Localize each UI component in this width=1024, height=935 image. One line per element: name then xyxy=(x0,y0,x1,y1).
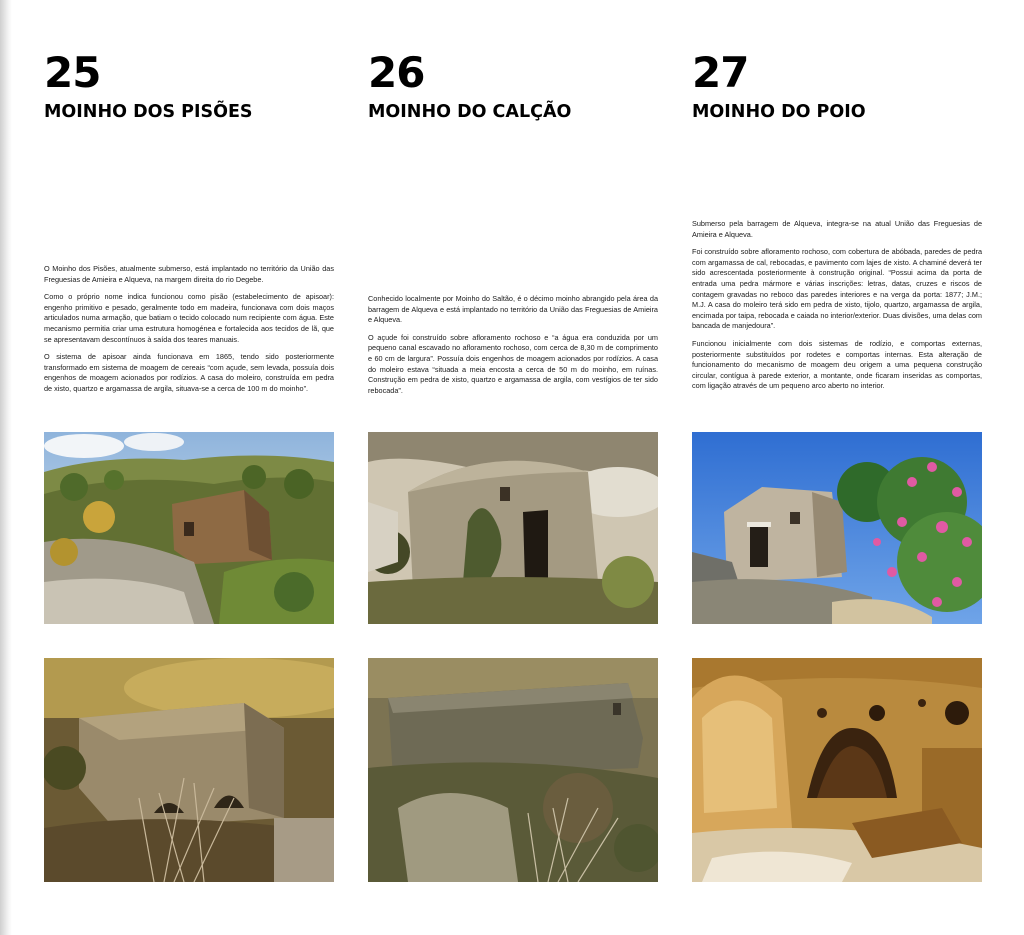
paragraph: O Moinho dos Pisões, atualmente submerso, está implantado no território da União das Freguesias de Amieira e Alqueva, na margem direita do rio Degebe. xyxy=(44,264,334,284)
mill-description xyxy=(44,264,334,402)
mill-vaulted-interior-photo xyxy=(692,658,982,882)
paragraph: Conhecido localmente por Moinho do Saltão, é o décimo moinho abrangido pela área da barragem de Alqueva e está implantado no território da União das Freguesias de Amieira e Alqueva. xyxy=(368,294,658,325)
page-spine-shadow xyxy=(0,0,12,935)
mill-overgrown-ruin-photo xyxy=(368,658,658,882)
mill-description xyxy=(692,219,982,399)
mill-whitewashed-ruin-oleander-photo xyxy=(692,432,982,624)
mill-number: 25 xyxy=(44,48,101,97)
paragraph: O sistema de apisoar ainda funcionava em 1865, tendo sido posteriormente transformado em sistema de moagem de cereais “com açude, sem levada, possuía dois engenhos de moagem acionados por rodízios. A casa do moleiro, construída em pedra de xisto, quartzo e argamassa de argila, situava-se a cerca de 100 m do moinho”. xyxy=(44,352,334,393)
mill-title: MOINHO DOS PISÕES xyxy=(44,102,253,122)
mill-number: 26 xyxy=(368,48,425,97)
mill-section-25 xyxy=(44,0,336,935)
paragraph: O açude foi construído sobre afloramento rochoso e “a água era conduzida por um pequeno canal escavado no afloramento rochoso, com cerca de 8,30 m de comprimento e 60 cm de largura”. Possuía dois engenhos de moagem acionados por rodízios. A casa do moleiro estava “situada a meia encosta a cerca de 50 m do moinho, em ruínas. Construção em pedra de xisto, quartzo e argamassa de argila, com vestígios de ter sido rebocada”. xyxy=(368,332,658,395)
mill-title: MOINHO DO POIO xyxy=(692,102,866,122)
paragraph: Submerso pela barragem de Alqueva, integra-se na atual União das Freguesias de Amieira e Alqueva. xyxy=(692,219,982,239)
paragraph: Foi construído sobre afloramento rochoso, com cobertura de abóbada, paredes de pedra com argamassa de cal, rebocadas, e pavimento com lajes de xisto. A chaminé deverá ter sido acrescentada posteriormente à construção original. “Possui acima da porta de entrada uma pedra mármore e várias inscrições: letras, datas, cruzes e riscos de contagem gravadas no reboco das paredes interiores e na verga da porta: 1877; J.M.; M.J. A casa do moleiro terá sido em pedra de xisto, tijolo, quartzo, argamassa de argila, encimada por taipa, rebocada e caiada no interior/exterior. Duas divisões, uma delas com bancada de manjedoura”. xyxy=(692,247,982,331)
paragraph: Como o próprio nome indica funcionou como pisão (estabelecimento de apisoar): engenho primitivo e pesado, geralmente todo em madeira, funcionava com dois maços articulados numa armação, que batiam o tecido colocado num recipiente com água. Este mecanismo permitia criar uma estrutura homogénea e fortalecida aos tecidos de lã, que se apresentavam descontínuos à saída dos teares manuais. xyxy=(44,292,334,344)
mill-number: 27 xyxy=(692,48,749,97)
mill-ruin-hillside-photo xyxy=(44,432,334,624)
mill-vaulted-stone-house-photo xyxy=(368,432,658,624)
paragraph: Funcionou inicialmente com dois sistemas de rodízio, e comportas externas, posteriormente substituídos por rodetes e comportas internas. Esta alteração de funcionamento do mecanismo de moagem deu origem a uma pequena construção circular, contígua à parede exterior, a montante, onde ficaram inseridas as comportas, com ligação através de um pequeno arco aberto no interior. xyxy=(692,338,982,391)
mill-description xyxy=(368,294,658,403)
mill-ruin-dry-vegetation-photo xyxy=(44,658,334,882)
mill-section-26 xyxy=(368,0,660,935)
mill-section-27 xyxy=(692,0,984,935)
mill-title: MOINHO DO CALÇÃO xyxy=(368,102,572,122)
